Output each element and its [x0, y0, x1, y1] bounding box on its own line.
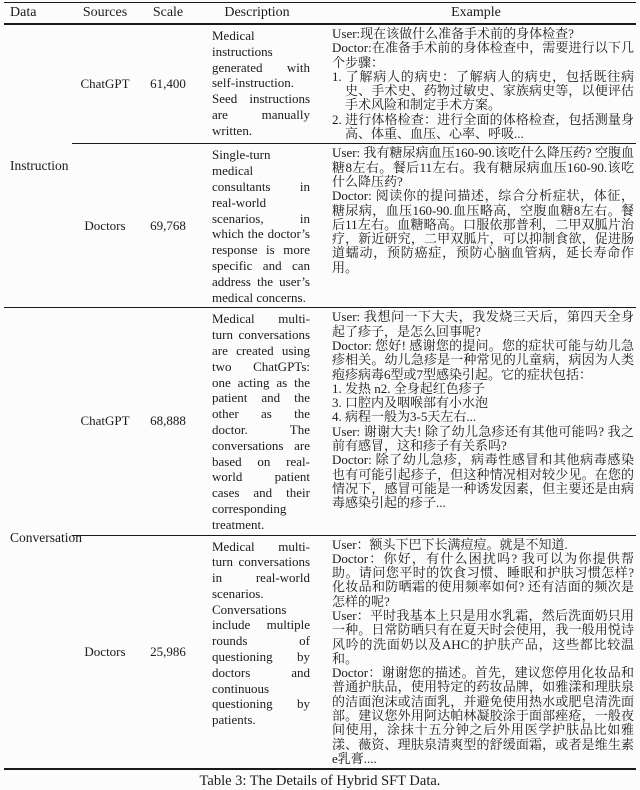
row-source: Doctors [84, 217, 126, 233]
example-turn: User: 谢谢大夫! 除了幼儿急疹还有其他可能吗? 我之前有感冒，这和疹子有关系吗? [332, 423, 634, 454]
sft-data-table [4, 2, 636, 770]
row-scale: 25,986 [150, 643, 186, 659]
row-example [316, 25, 636, 143]
example-turn: Doctor: 阅读你的提问描述，综合分析症状，体征，糖尿病，血压160-90.血压略高，空腹血糖8左右。餐后11左右。血糖略高。口服依那普利，二甲双胍片治疗，新近研究，二甲双胍片，可以抑制食欲，促进肠道蠕动，预防癌症，预防心脑血管病，延长寿命作用。 [332, 188, 634, 275]
example-list-item: 1. 发热 n2. 全身起红色疹子 [332, 380, 485, 396]
column-header-sources: Sources [82, 5, 128, 20]
table-caption: Table 3: The Details of Hybrid SFT Data. [199, 773, 441, 790]
example-turn: User：额头下巴下长满痘痘。就是不知道. [332, 536, 568, 552]
column-header-description: Description [224, 5, 290, 20]
example-turn: Doctor: 除了幼儿急疹，病毒性感冒和其他病毒感染也有可能引起疹子，但这种情况相对较少见。在您的情况下，感冒可能是一种诱发因素，但主要还是由病毒感染引起的疹子... [332, 452, 634, 511]
group-instruction [4, 25, 636, 307]
group-subrows [72, 25, 636, 307]
example-turn: Doctor：谢谢您的描述。首先，建议您停用化妆品和普通护肤品，使用特定的药妆品牌，如雅漾和理肤泉的洁面泡沫或洁面乳，并避免使用热水或肥皂清洗面部。建议您外用阿达帕林凝胶涂于面部痤疮，一般夜间使用，涂抹十五分钟之后外用医学护肤品比如雅漾、薇资、理肤泉清爽型的舒缓面霜，或者是维生素e乳膏.... [332, 665, 634, 766]
column-header-data: Data [10, 5, 37, 20]
group-conversation [4, 307, 636, 768]
row-example [316, 308, 636, 534]
example-turn: User: 我有糖尿病血压160-90.该吃什么降压药? 空腹血糖8左右。餐后11左右。我有糖尿病血压160-90.该吃什么降压药? [332, 145, 634, 189]
row-scale: 68,888 [150, 413, 186, 429]
row-description: Medical multi-turn conversations are created using two ChatGPTs: one acting as the patient and the other as the doctor. The conversations are based on real-world patient cases and their corresponding treatment. [212, 311, 310, 532]
row-description: Single-turn medical consultants in real-world scenarios, in which the doctor’s response is more specific and can address the user’s medical concerns. [212, 147, 310, 305]
row-example [316, 144, 636, 307]
example-turn: User：平时我基本上只是用水乳霜，然后洗面奶只用一种。日常防晒只有在夏天时会使用，我一般用悦诗风吟的洗面奶以及AHC的护肤产品，这些都比较温和。 [332, 607, 634, 666]
example-list-item: 4. 病程一般为3-5天左右... [332, 409, 477, 425]
row-source: Doctors [84, 643, 126, 659]
table-row [72, 25, 636, 143]
example-turn: User: 我想问一下大夫，我发烧三天后，第四天全身起了疹子，是怎么回事呢? [332, 309, 634, 339]
group-label: Instruction [10, 158, 69, 174]
row-description: Medical instructions generated with self-instruction. Seed instructions are manually written. [212, 28, 310, 138]
row-example [316, 536, 636, 769]
example-turn: Doctor: 您好! 感谢您的提问。您的症状可能与幼儿急疹相关。幼儿急疹是一种常见的儿童病，病因为人类疱疹病毒6型或7型感染引起。它的症状包括： [332, 337, 634, 382]
row-scale: 61,400 [150, 76, 186, 92]
row-source: ChatGPT [80, 413, 130, 429]
example-list-item: 2. 进行体格检查：进行全面的体格检查，包括测量身高、体重、血压、心率、呼吸... [332, 111, 634, 142]
group-subrows [72, 308, 636, 768]
row-description: Medical multi-turn conversations in real-world scenarios. Conversations include multiple rounds of questioning by doctors and continuous questioning by patients. [212, 538, 310, 728]
column-header-example: Example [451, 5, 501, 20]
group-label: Conversation [10, 530, 82, 546]
table-header-row [4, 3, 636, 25]
table-row [72, 535, 636, 769]
table-row [72, 308, 636, 534]
example-turn: Doctor：你好，有什么困扰吗? 我可以为你提供帮助。请问您平时的饮食习惯、睡眠和护肤习惯怎样? 化妆品和防晒霜的使用频率如何? 还有洁面的频次是怎样的呢? [332, 550, 634, 609]
table-row [72, 143, 636, 307]
example-list-item: 1. 了解病人的病史：了解病人的病史，包括既往病史、手术史、药物过敏史、家族病史等，以便评估手术风险和制定手术方案。 [332, 68, 634, 113]
example-turn: Doctor:在准备手术前的身体检查中，需要进行以下几个步骤： [332, 40, 634, 70]
row-source: ChatGPT [80, 76, 130, 92]
row-scale: 69,768 [150, 217, 186, 233]
column-header-scale: Scale [152, 5, 184, 20]
example-list-item: 3. 口腔内及咽喉部有小水泡 [332, 395, 489, 411]
example-turn: User:现在该做什么准备手术前的身体检查? [332, 26, 574, 41]
paper-page [4, 0, 636, 790]
